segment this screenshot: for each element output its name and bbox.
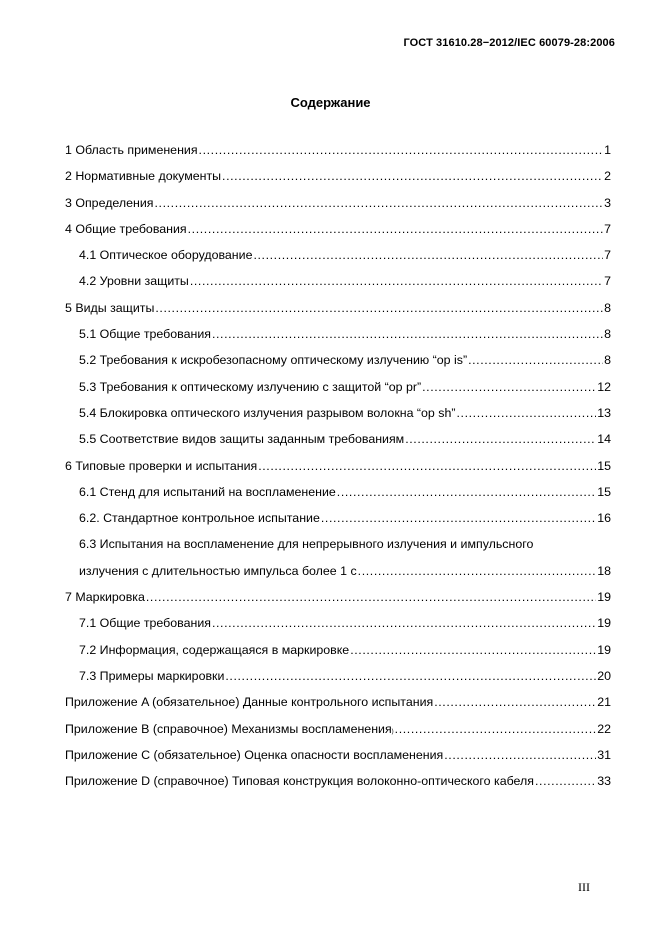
toc-leader: [535, 774, 596, 788]
toc-label: 4.1 Оптическое оборудование: [79, 248, 253, 263]
toc-leader: [456, 406, 596, 420]
toc-label: 5.3 Требования к оптическому излучению с защитой “op pr”: [79, 379, 422, 394]
toc-page: 7: [604, 248, 611, 263]
toc-label: 7.1 Общие требования: [79, 616, 211, 631]
toc-label: 6.3 Испытания на воспламенение для непрерывного излучения и импульсного: [79, 537, 534, 552]
toc-page: 16: [597, 511, 611, 526]
toc-entry-4[interactable]: [65, 222, 611, 248]
toc-entry-5-2[interactable]: [65, 353, 611, 379]
toc-page: 18: [597, 563, 611, 578]
page-title: Содержание: [290, 95, 371, 110]
toc-leader: [199, 143, 604, 157]
toc-page: 31: [597, 747, 611, 762]
toc-entry-6-1[interactable]: [65, 485, 611, 511]
toc-page: 2: [604, 169, 611, 184]
toc-label: 6.2. Стандартное контрольное испытание: [79, 511, 320, 526]
toc-page: 13: [597, 405, 611, 420]
toc-page: 20: [597, 668, 611, 683]
toc-label: 3 Определения: [65, 195, 154, 210]
toc-page: 8: [604, 327, 611, 342]
toc-page: 3: [604, 195, 611, 210]
toc-entry-5[interactable]: [65, 301, 611, 327]
toc-entry-3[interactable]: [65, 196, 611, 222]
toc-entry-annex-d[interactable]: [65, 774, 611, 800]
toc-page: 15: [597, 458, 611, 473]
page-number: III: [578, 880, 590, 894]
toc-entry-6-2[interactable]: [65, 511, 611, 537]
toc-page: 33: [597, 774, 611, 789]
toc-entry-4-1[interactable]: [65, 248, 611, 274]
toc-leader: [155, 196, 604, 210]
toc-leader: [468, 353, 603, 367]
toc-label: 5.1 Общие требования: [79, 327, 211, 342]
toc-entry-annex-b[interactable]: [65, 722, 611, 748]
toc-label: излучения с длительностью импульса более 1 с: [79, 563, 357, 578]
toc-label: 2 Нормативные документы: [65, 169, 222, 184]
toc-entry-1[interactable]: [65, 143, 611, 169]
toc-label: Приложение B (справочное) Механизмы воспламенения: [65, 721, 392, 736]
toc-label: 5 Виды защиты: [65, 300, 155, 315]
toc-label: 6.1 Стенд для испытаний на воспламенение: [79, 484, 336, 499]
toc-label: 6 Типовые проверки и испытания: [65, 458, 258, 473]
toc-entry-6-3-line1[interactable]: [65, 537, 611, 563]
toc-page: 19: [597, 642, 611, 657]
toc-label: Приложение C (обязательное) Оценка опасности воспламенения: [65, 747, 444, 762]
toc-leader: [146, 590, 596, 604]
toc-entry-annex-c[interactable]: [65, 748, 611, 774]
toc-page: 8: [604, 300, 611, 315]
toc-leader: [253, 248, 603, 262]
toc-leader: [155, 301, 603, 315]
toc-label: 5.4 Блокировка оптического излучения разрывом волокна “op sh”: [79, 405, 456, 420]
toc-leader: [358, 564, 597, 578]
toc-entry-5-5[interactable]: [65, 432, 611, 458]
toc-leader: [395, 722, 597, 736]
toc-leader: [337, 485, 596, 499]
toc-label: 7.3 Примеры маркировки: [79, 668, 225, 683]
toc-page: 12: [597, 379, 611, 394]
toc-page: 14: [597, 432, 611, 447]
toc-label: Приложение D (справочное) Типовая конструкция волоконно-оптического кабеля: [65, 774, 534, 789]
toc-label: Приложение A (обязательное) Данные контрольного испытания: [65, 695, 434, 710]
toc-page: 19: [597, 590, 611, 605]
toc-entry-5-3[interactable]: [65, 380, 611, 406]
toc-leader: [422, 380, 596, 394]
toc-entry-2[interactable]: [65, 169, 611, 195]
toc-page: 22: [597, 721, 611, 736]
toc-label: 4.2 Уровни защиты: [79, 274, 189, 289]
toc-leader: [434, 695, 596, 709]
toc-entry-6[interactable]: [65, 459, 611, 485]
toc-label: 4 Общие требования: [65, 221, 187, 236]
toc-entry-annex-a[interactable]: [65, 695, 611, 721]
toc-page: 7: [604, 221, 611, 236]
toc-leader: [350, 643, 596, 657]
toc-leader: [405, 432, 596, 446]
toc-label: 7.2 Информация, содержащаяся в маркировке: [79, 642, 350, 657]
toc-entry-6-3-line2[interactable]: [65, 564, 611, 590]
toc-page: 7: [604, 274, 611, 289]
toc-entry-5-4[interactable]: [65, 406, 611, 432]
document-header: ГОСТ 31610.28−2012/IEC 60079-28:2006: [403, 37, 615, 49]
toc-leader: [212, 327, 603, 341]
toc-page: 1: [604, 143, 611, 157]
toc-leader: [212, 616, 596, 630]
toc-entry-4-2[interactable]: [65, 274, 611, 300]
toc-leader: [188, 222, 603, 236]
toc-leader: [190, 274, 603, 288]
toc-leader: [225, 669, 596, 683]
toc-entry-7-2[interactable]: [65, 643, 611, 669]
toc-label: 5.5 Соответствие видов защиты заданным требованиям: [79, 432, 405, 447]
toc-page: 8: [604, 353, 611, 368]
toc-label: 5.2 Требования к искробезопасному оптическому излучению “op is”: [79, 353, 468, 368]
toc-entry-5-1[interactable]: [65, 327, 611, 353]
toc-page: 15: [597, 484, 611, 499]
toc-leader: [222, 169, 603, 183]
toc-leader: [258, 459, 596, 473]
toc-page: 19: [597, 616, 611, 631]
table-of-contents: [65, 143, 611, 800]
toc-leader: [444, 748, 596, 762]
toc-label: 7 Маркировка: [65, 590, 145, 605]
footnote-mark: ): [391, 728, 394, 735]
toc-label: 1 Область применения: [65, 143, 198, 157]
toc-entry-7-1[interactable]: [65, 616, 611, 642]
toc-page: 21: [597, 695, 611, 710]
toc-entry-7[interactable]: [65, 590, 611, 616]
toc-entry-7-3[interactable]: [65, 669, 611, 695]
toc-leader: [321, 511, 596, 525]
